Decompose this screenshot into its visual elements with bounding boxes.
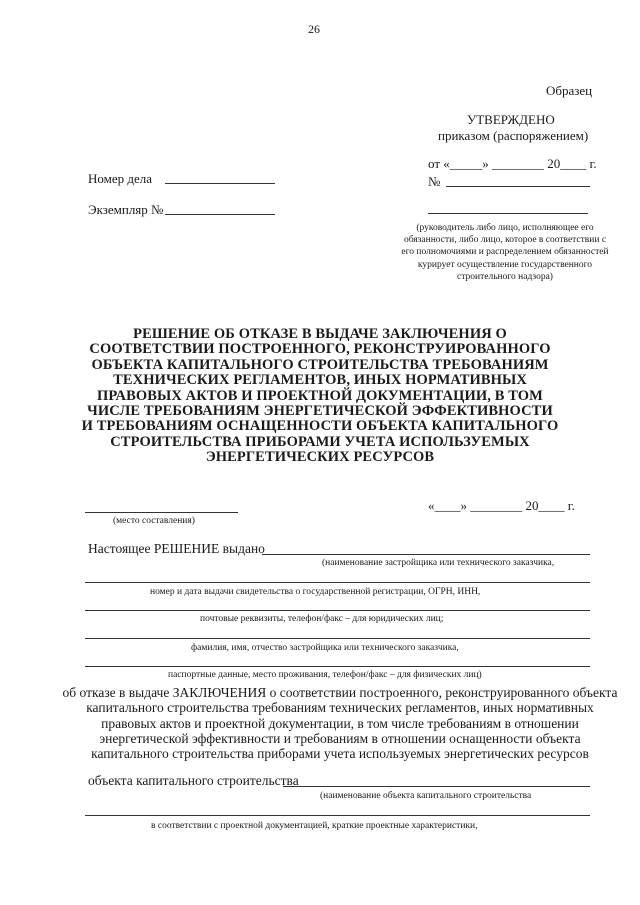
copy-number-line: [165, 214, 275, 215]
passport-line: [85, 666, 590, 667]
sample-label: Образец: [546, 83, 593, 98]
place-date: «____» ________ 20____ г.: [428, 498, 575, 513]
approved-date-line: от «_____» ________ 20____ г.: [428, 156, 597, 171]
postal-line: [85, 610, 590, 611]
place-line: [85, 512, 238, 513]
caption-passport: паспортные данные, место проживания, телефон/факс – для физических лиц): [168, 670, 482, 680]
project-line: [85, 815, 590, 816]
refusal-text: об отказе в выдаче ЗАКЛЮЧЕНИЯ о соответствии построенного, реконструированного объекта капитального строительства требованиям технических регламентов, иных нормативных правовых актов и проектной документации, в том числе требованиям в отношении энергетической эффективности и требованиям в отношении оснащенности объекта капитального строительства приборами учета используемых энергетических ресурсов: [62, 685, 618, 762]
case-number-line: [165, 183, 275, 184]
copy-label: Экземпляр №: [88, 202, 164, 217]
caption-postal: почтовые реквизиты, телефон/факс – для юридических лиц;: [200, 614, 444, 624]
case-number-label: Номер дела: [88, 171, 153, 186]
project-caption: в соответствии с проектной документацией, краткие проектные характеристики,: [151, 821, 478, 831]
issued-label: Настоящее РЕШЕНИЕ выдано: [88, 541, 265, 556]
signer-note: (руководитель либо лицо, исполняющее его обязанности, либо лицо, которое в соответствии с его полномочиями и распределением обязанностей курирует осуществление государственного строительного надзора): [401, 223, 609, 282]
object-caption: (наименование объекта капитального строительства: [320, 791, 532, 801]
issued-line: [262, 554, 590, 555]
approved-number-line: [446, 186, 590, 187]
approved-order: приказом (распоряжением): [438, 128, 589, 143]
signer-line: [428, 213, 588, 214]
object-label: объекта капитального строительства: [88, 773, 299, 788]
approved-heading: УТВЕРЖДЕНО: [467, 112, 555, 127]
document-title: РЕШЕНИЕ ОБ ОТКАЗЕ В ВЫДАЧЕ ЗАКЛЮЧЕНИЯ О СООТВЕТСТВИИ ПОСТРОЕННОГО, РЕКОНСТРУИРОВАННОГО ОБЪЕКТА КАПИТАЛЬНОГО СТРОИТЕЛЬСТВА ТРЕБОВАНИЯМ ТЕХНИЧЕСКИХ РЕГЛАМЕНТОВ, ИНЫХ НОРМАТИВНЫХ ПРАВОВЫХ АКТОВ И ПРОЕКТНОЙ ДОКУМЕНТАЦИИ, В ТОМ ЧИСЛЕ ТРЕБОВАНИЯМ ЭНЕРГЕТИЧЕСКОЙ ЭФФЕКТИВНОСТИ И ТРЕБОВАНИЯМ ОСНАЩЕННОСТИ ОБЪЕКТА КАПИТАЛЬНОГО СТРОИТЕЛЬСТВА ПРИБОРАМИ УЧЕТА ИСПОЛЬЗУЕМЫХ ЭНЕРГЕТИЧЕСКИХ РЕСУРСОВ: [81, 326, 559, 466]
caption-developer: (наименование застройщика или технического заказчика,: [322, 558, 555, 568]
person-line: [85, 638, 590, 639]
page-number: 26: [308, 22, 320, 36]
place-caption: (место составления): [113, 516, 195, 526]
caption-person: фамилия, имя, отчество застройщика или технического заказчика,: [191, 643, 459, 653]
caption-registration: номер и дата выдачи свидетельства о государственной регистрации, ОГРН, ИНН,: [150, 587, 481, 597]
approved-number-label: №: [428, 174, 441, 189]
registration-line: [85, 582, 590, 583]
object-line: [283, 786, 590, 787]
